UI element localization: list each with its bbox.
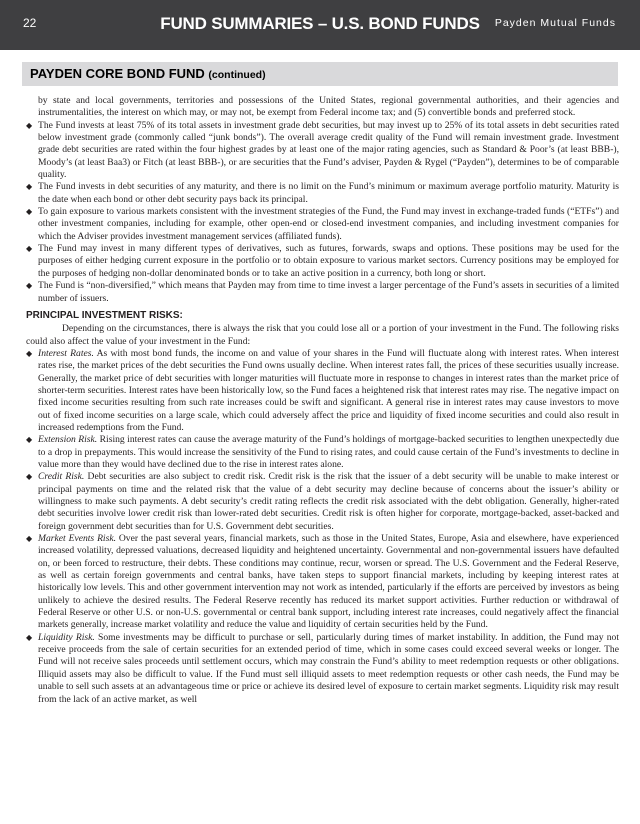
- diamond-bullet-icon: ◆: [26, 244, 33, 254]
- diamond-bullet-icon: ◆: [26, 207, 33, 217]
- risk-name: Interest Rates.: [38, 347, 94, 359]
- risk-name: Extension Risk.: [38, 434, 98, 446]
- risk-text: Rising interest rates can cause the average maturity of the Fund’s holdings of mortgage-backed securities to lengthen unexpectedly due to a drop in prepayments. This would increase the sensitivity of the Fund to rising rates, and could cause certain of the Fund’s investments to decline in value more than they would have declined due to the rise in interest rates alone.: [38, 434, 619, 470]
- risk-text: As with most bond funds, the income on and value of your shares in the Fund will fluctuate along with interest rates. When interest rates rise, the market prices of the debt securities the Fund owns usually decline. When interest rates fall, the prices of these securities usually increase. Generally, the market price of debt securities with longer maturities will fluctuate more in response to changes in interest rates than the market price of shorter-term securities. Interest rates have been historically low, so the Fund faces a heightened risk that interest rates may rise. The negative impact on fixed income securities resulting from such rate increases could be swift and significant. A general rise in interest rates may cause investors to move out of fixed income securities on a large scale, which could adversely affect the price and liquidity of fixed income securities and could also result in increased redemptions from the Fund.: [38, 347, 620, 433]
- diamond-bullet-icon: ◆: [26, 534, 33, 544]
- risk-item: [26, 533, 619, 632]
- risk-name: Market Events Risk.: [38, 533, 116, 545]
- continued-label: (continued): [208, 69, 266, 81]
- continuation-paragraph: by state and local governments, territories and possessions of the United States, regional governmental authorities, and their agencies and instrumentalities, the interest on which may, or may not, be exempt from Federal income tax; and (5) convertible bonds and preferred stock.: [38, 95, 619, 119]
- bullet-text: To gain exposure to various markets consistent with the investment strategies of the Fund, the Fund may invest in exchange-traded funds (“ETFs”) and other investment companies, including for example, other open-end or closed-end investment companies, and including investment companies for which the Adviser provides investment management services (affiliated funds).: [38, 206, 619, 242]
- strategy-bullet: [26, 120, 619, 182]
- page-header: [0, 0, 640, 50]
- strategy-bullet-list: [26, 120, 619, 305]
- brand-name: Payden Mutual Funds: [494, 17, 616, 29]
- document-body: [26, 95, 619, 706]
- section-title: FUND SUMMARIES – U.S. BOND FUNDS: [160, 14, 480, 33]
- risk-item: [26, 471, 619, 533]
- page-number: 22: [23, 16, 37, 30]
- strategy-bullet: [26, 243, 619, 280]
- risk-text: Debt securities are also subject to credit risk. Credit risk is the risk that the issuer of a debt security will be unable to make interest or principal payments on time and the related risk that the value of a debt security may decline because of concerns about the issuer’s ability or willingness to make such payments. A debt security’s credit rating reflects the credit risk associated with the debt obligation. Generally, higher-rated debt securities involve lower credit risk than lower-rated debt securities. Credit risk is often higher for corporate, mortgage-backed, asset-backed and foreign government debt securities than for U.S. Government debt securities.: [38, 471, 619, 532]
- bullet-text: The Fund is “non-diversified,” which means that Payden may from time to time invest a larger percentage of the Fund’s assets in securities of a limited number of issuers.: [38, 280, 619, 304]
- risk-item: [26, 348, 619, 434]
- diamond-bullet-icon: ◆: [26, 120, 33, 130]
- risk-text: Some investments may be difficult to purchase or sell, particularly during times of market instability. In addition, the Fund may not receive proceeds from the sale of certain securities for an extended period of time, which in some cases could exceed several weeks or longer. The Fund will not receive sales proceeds until settlement occurs, which may constrain the Fund’s ability to meet redemption requests or other obligations. Illiquid assets may also be difficult to value. If the Fund must sell illiquid assets to meet redemption requests or other cash needs, the Fund may be unable to sell such assets at an advantageous time or price or achieve its desired level of exposure to certain market segments. Liquidity risk may result from the lack of an active market, as well: [38, 631, 619, 705]
- diamond-bullet-icon: ◆: [26, 472, 33, 482]
- diamond-bullet-icon: ◆: [26, 182, 33, 192]
- diamond-bullet-icon: ◆: [26, 632, 33, 642]
- risk-item: [26, 632, 619, 706]
- risk-text: Over the past several years, financial markets, such as those in the United States, Europe, Asia and elsewhere, have experienced increased volatility, depressed valuations, decreased liquidity and heightened uncertainty. Governmental and non-governmental issuers have defaulted on, or been forced to restructure, their debts. These conditions may continue, recur, worsen or spread. The U.S. Government and the Federal Reserve, as well as certain foreign governments and central banks, have taken steps to support financial markets, including by keeping interest rates at historically low levels. This and other government intervention may not work as intended, particularly if the efforts are perceived by investors as being unlikely to achieve the desired results. The Federal Reserve recently has reduced its market support activities. Further reduction or withdrawal of Federal Reserve or other U.S. or non-U.S. governmental or central bank support, including interest rate increases, could negatively affect the financial markets generally, increase market volatility and reduce the value and liquidity of certain securities held by the Fund.: [38, 533, 619, 631]
- strategy-bullet: [26, 280, 619, 305]
- diamond-bullet-icon: ◆: [26, 348, 33, 358]
- risk-item: [26, 434, 619, 471]
- strategy-bullet: [26, 181, 619, 206]
- risks-intro: Depending on the circumstances, there is always the risk that you could lose all or a portion of your investment in the Fund. The following risks could also affect the value of your investment in the Fund:: [26, 323, 619, 347]
- strategy-bullet: [26, 206, 619, 243]
- risk-bullet-list: [26, 348, 619, 706]
- diamond-bullet-icon: ◆: [26, 435, 33, 445]
- fund-title-bar: [22, 62, 618, 86]
- bullet-text: The Fund may invest in many different types of derivatives, such as futures, forwards, swaps and options. These positions may be used for the purposes of either hedging current exposure in the portfolio or to obtain exposure to various market sectors. Currency positions may be employed for the purposes of hedging non-dollar denominated bonds or to take an active position in a currency, both long or short.: [38, 243, 619, 279]
- bullet-text: The Fund invests in debt securities of any maturity, and there is no limit on the Fund’s minimum or maximum average portfolio maturity. Maturity is the date when each bond or other debt security pays back its principal.: [38, 181, 619, 205]
- fund-title: PAYDEN CORE BOND FUND: [30, 66, 205, 81]
- bullet-text: The Fund invests at least 75% of its total assets in investment grade debt securities, but may invest up to 25% of its total assets in debt securities rated below investment grade (commonly called “junk bonds”). The overall average credit quality of the Fund will remain investment grade. Investment grade debt securities are rated within the four highest grades by at least one of the major rating agencies, such as Standard & Poor’s (at least BBB-), Moody’s (at least Baa3) or Fitch (at least BBB-), or are securities that the Fund’s adviser, Payden & Rygel (“Payden”), determines to be of comparable quality.: [38, 119, 619, 181]
- risks-heading: PRINCIPAL INVESTMENT RISKS:: [26, 309, 183, 321]
- diamond-bullet-icon: ◆: [26, 281, 33, 291]
- risk-name: Liquidity Risk.: [38, 631, 95, 643]
- risk-name: Credit Risk.: [38, 471, 85, 483]
